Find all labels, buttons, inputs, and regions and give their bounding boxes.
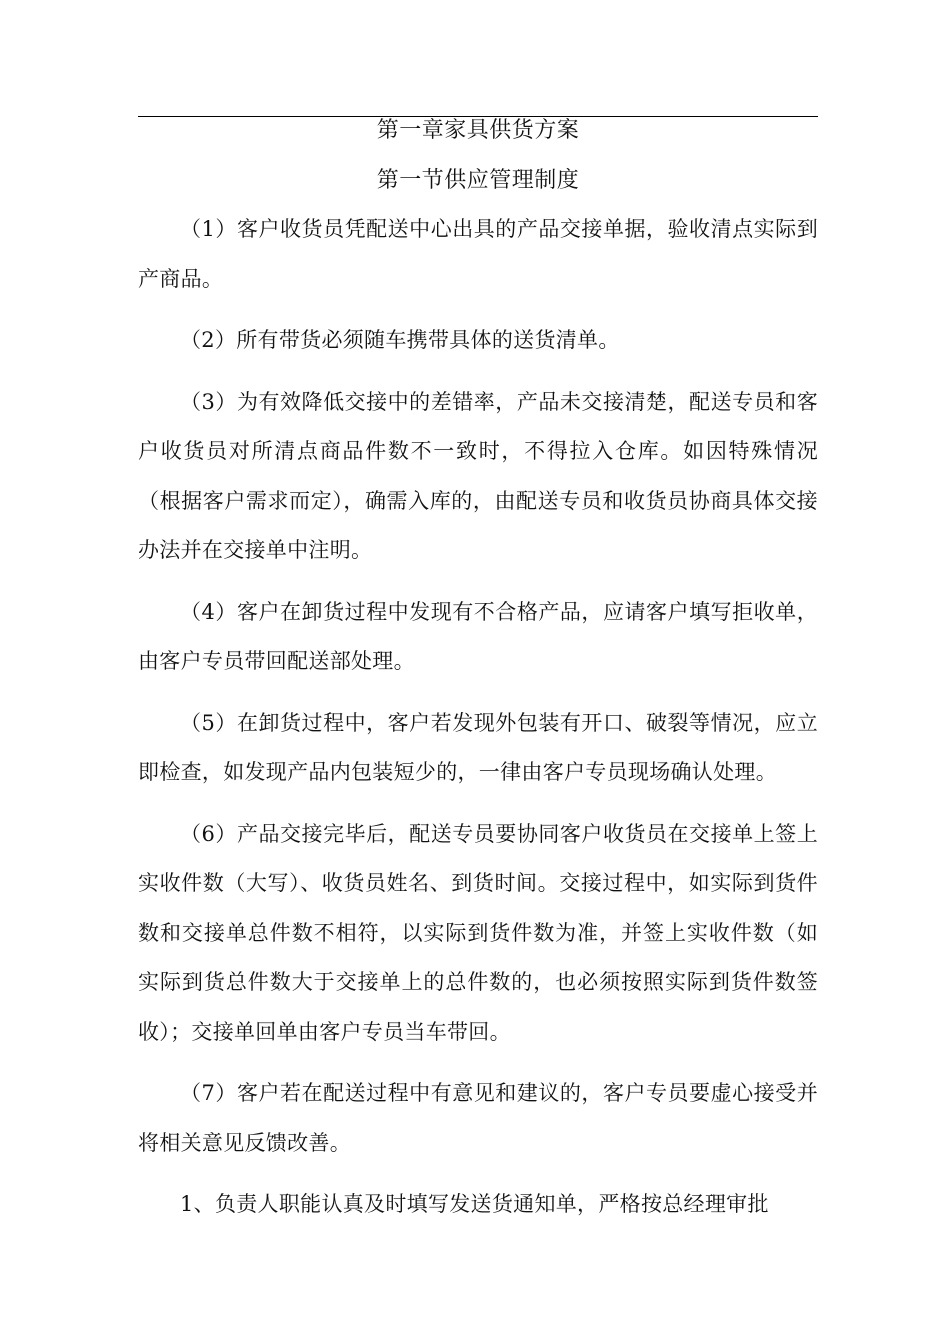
section-title: 第一节供应管理制度 — [376, 168, 580, 193]
document-body — [138, 205, 818, 1242]
paragraph-5: （5）在卸货过程中，客户若发现外包装有开口、破裂等情况，应立即检查，如发现产品内包装短少的，一律由客户专员现场确认处理。 — [138, 710, 818, 784]
paragraph-8: 1、负责人职能认真及时填写发送货通知单，严格按总经理审批 — [180, 1192, 769, 1216]
paragraph-7: （7）客户若在配送过程中有意见和建议的，客户专员要虚心接受并将相关意见反馈改善。 — [138, 1081, 818, 1155]
chapter-title: 第一章家具供货方案 — [376, 118, 580, 143]
paragraph-2: （2）所有带货必须随车携带具体的送货清单。 — [180, 328, 620, 352]
paragraph-6: （6）产品交接完毕后，配送专员要协同客户收货员在交接单上签上实收件数（大写）、收货员姓名、到货时间。交接过程中，如实际到货件数和交接单总件数不相符，以实际到货件数为准，并签上实收件数（如实际到货总件数大于交接单上的总件数的，也必须按照实际到货件数签收）；交接单回单由客户专员当车带回。 — [138, 821, 818, 1044]
paragraph-3: （3）为有效降低交接中的差错率，产品未交接清楚，配送专员和客户收货员对所清点商品件数不一致时，不得拉入仓库。如因特殊情况（根据客户需求而定），确需入库的，由配送专员和收货员协商具体交接办法并在交接单中注明。 — [138, 389, 818, 562]
paragraph-1: （1）客户收货员凭配送中心出具的产品交接单据，验收清点实际到产商品。 — [138, 217, 818, 291]
paragraph-4: （4）客户在卸货过程中发现有不合格产品，应请客户填写拒收单，由客户专员带回配送部处理。 — [138, 599, 818, 673]
